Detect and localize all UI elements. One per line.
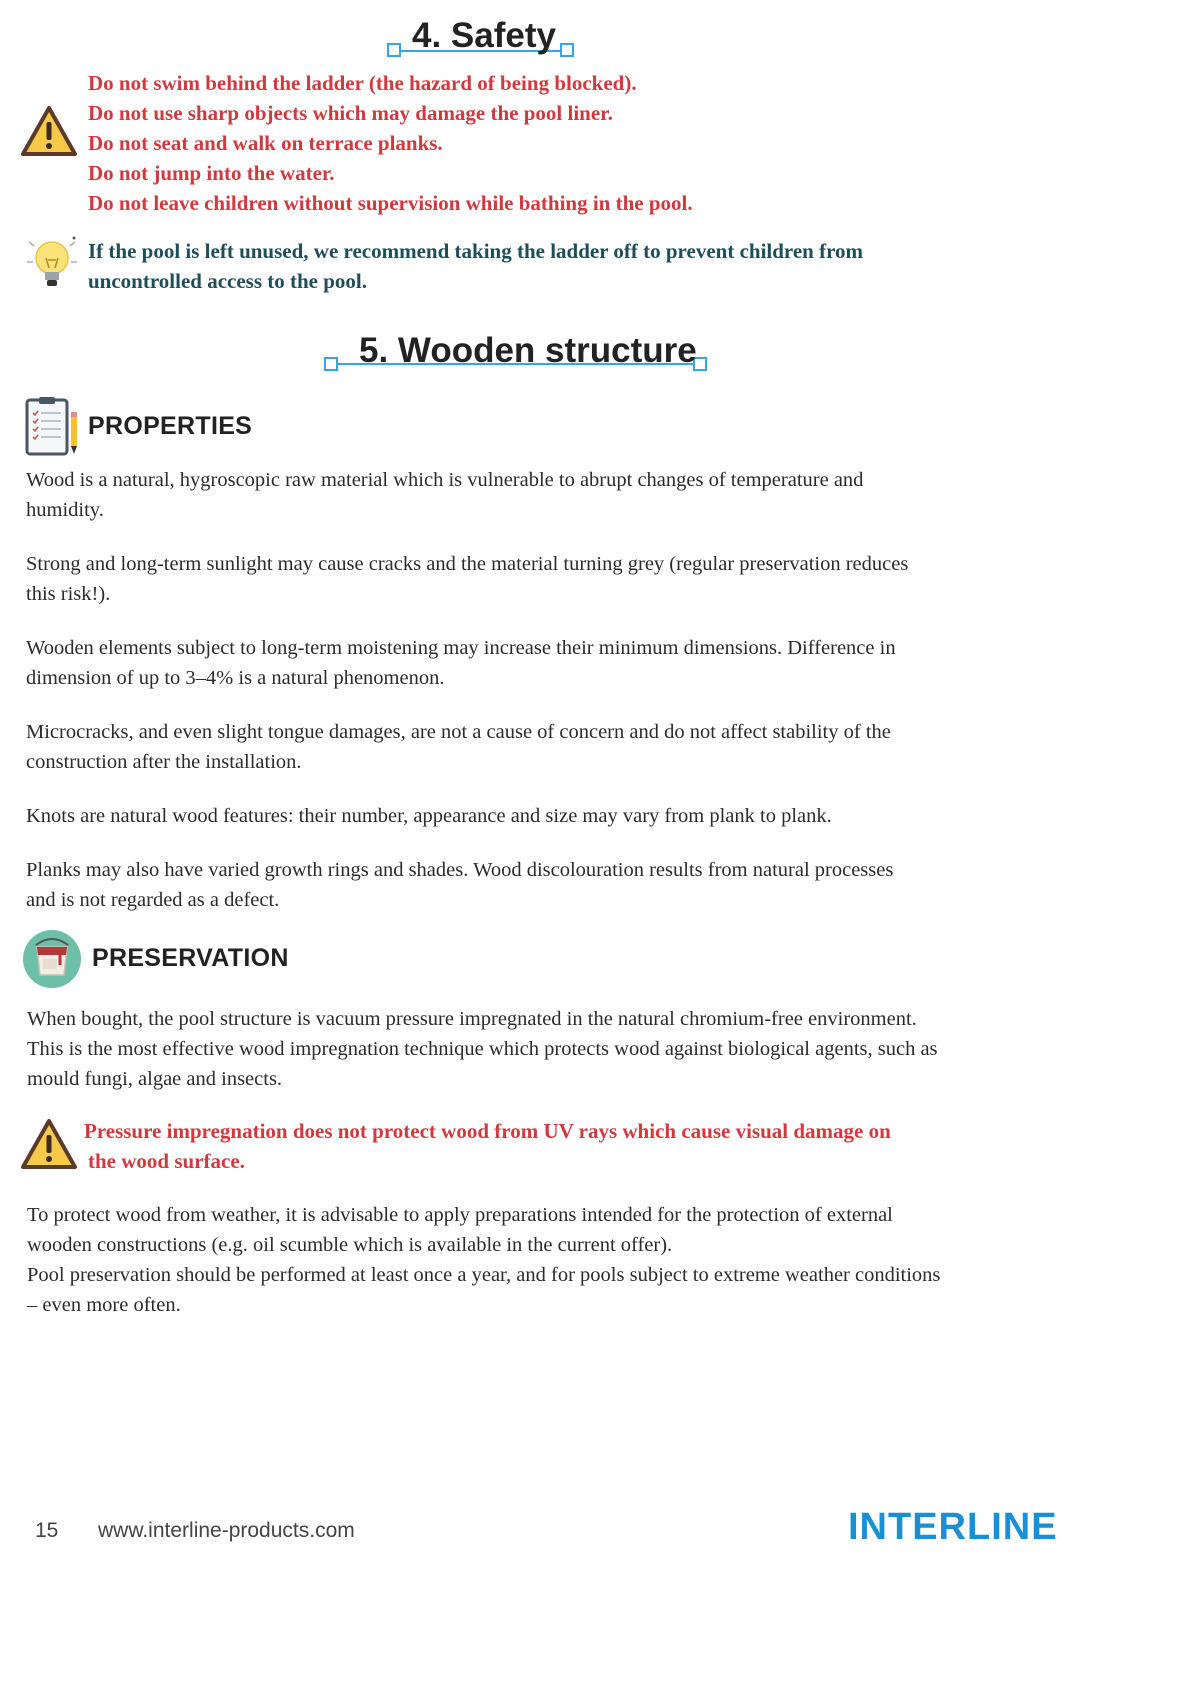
text-line: This is the most effective wood impregnation technique which protects wood against biological agents, such as bbox=[27, 1038, 938, 1060]
tip-line: If the pool is left unused, we recommend taking the ladder off to prevent children from bbox=[88, 239, 864, 263]
safety-warning-item: Do not leave children without supervision while bathing in the pool. bbox=[88, 191, 693, 215]
text-line: Microcracks, and even slight tongue damages, are not a cause of concern and do not affect stability of the bbox=[26, 721, 891, 743]
text-line: mould fungi, algae and insects. bbox=[27, 1068, 283, 1090]
text-line: When bought, the pool structure is vacuum pressure impregnated in the natural chromium-free environment. bbox=[27, 1008, 917, 1030]
clipboard-checklist-icon bbox=[24, 396, 82, 463]
text-line: Knots are natural wood features: their number, appearance and size may vary from plank to plank. bbox=[26, 805, 832, 827]
text-line: – even more often. bbox=[27, 1294, 181, 1316]
properties-paragraph bbox=[26, 465, 1156, 525]
paint-bucket-icon bbox=[22, 929, 82, 994]
text-line: wooden constructions (e.g. oil scumble which is available in the current offer). bbox=[27, 1234, 673, 1256]
text-line: Planks may also have varied growth rings and shades. Wood discolouration results from natural processes bbox=[26, 859, 894, 881]
preservation-outro bbox=[27, 1200, 1167, 1320]
selection-handle-left bbox=[387, 43, 401, 57]
properties-paragraph bbox=[26, 855, 1156, 915]
properties-paragraph bbox=[26, 549, 1156, 609]
text-line: Wood is a natural, hygroscopic raw material which is vulnerable to abrupt changes of temperature and bbox=[26, 469, 864, 491]
properties-paragraph bbox=[26, 633, 1156, 693]
uv-warning-line: the wood surface. bbox=[88, 1149, 245, 1173]
warning-triangle-icon bbox=[20, 1117, 78, 1176]
text-line: Strong and long-term sunlight may cause cracks and the material turning grey (regular preservation reduces bbox=[26, 553, 909, 575]
preservation-intro bbox=[27, 1004, 1167, 1094]
text-line: dimension of up to 3–4% is a natural phenomenon. bbox=[26, 667, 445, 689]
selection-handle-right bbox=[560, 43, 574, 57]
text-line: Wooden elements subject to long-term moistening may increase their minimum dimensions. Difference in bbox=[26, 637, 896, 659]
properties-heading: PROPERTIES bbox=[88, 412, 253, 440]
preservation-paragraph bbox=[27, 1004, 1167, 1094]
safety-warning-item: Do not use sharp objects which may damage the pool liner. bbox=[88, 101, 613, 125]
properties-body bbox=[26, 465, 1156, 915]
properties-paragraph bbox=[26, 801, 1156, 831]
text-line: and is not regarded as a defect. bbox=[26, 889, 280, 911]
footer-website: www.interline-products.com bbox=[98, 1519, 355, 1542]
lightbulb-icon bbox=[26, 234, 78, 301]
text-line: To protect wood from weather, it is advisable to apply preparations intended for the protection of external bbox=[27, 1204, 893, 1226]
safety-warning-item: Do not jump into the water. bbox=[88, 161, 335, 185]
uv-warning-line: Pressure impregnation does not protect wood from UV rays which cause visual damage on bbox=[84, 1119, 891, 1143]
section-title-wooden-structure: 5. Wooden structure bbox=[359, 331, 697, 370]
preservation-paragraph bbox=[27, 1200, 1167, 1320]
properties-paragraph bbox=[26, 717, 1156, 777]
page-number: 15 bbox=[35, 1519, 59, 1542]
warning-triangle-icon bbox=[20, 104, 78, 163]
section-title-safety: 4. Safety bbox=[412, 16, 556, 55]
tip-line: uncontrolled access to the pool. bbox=[88, 269, 368, 293]
text-line: Pool preservation should be performed at least once a year, and for pools subject to extreme weather conditions bbox=[27, 1264, 941, 1286]
safety-tip bbox=[88, 236, 1138, 296]
safety-warning-item: Do not seat and walk on terrace planks. bbox=[88, 131, 443, 155]
safety-warning-list bbox=[88, 68, 1138, 218]
text-line: this risk!). bbox=[26, 583, 111, 605]
interline-logo: INTERLINE bbox=[848, 1506, 1058, 1548]
text-line: humidity. bbox=[26, 499, 104, 521]
preservation-heading: PRESERVATION bbox=[92, 944, 289, 972]
text-line: construction after the installation. bbox=[26, 751, 302, 773]
safety-warning-item: Do not swim behind the ladder (the hazard of being blocked). bbox=[88, 71, 637, 95]
uv-warning bbox=[84, 1116, 1164, 1176]
selection-handle-left bbox=[324, 357, 338, 371]
